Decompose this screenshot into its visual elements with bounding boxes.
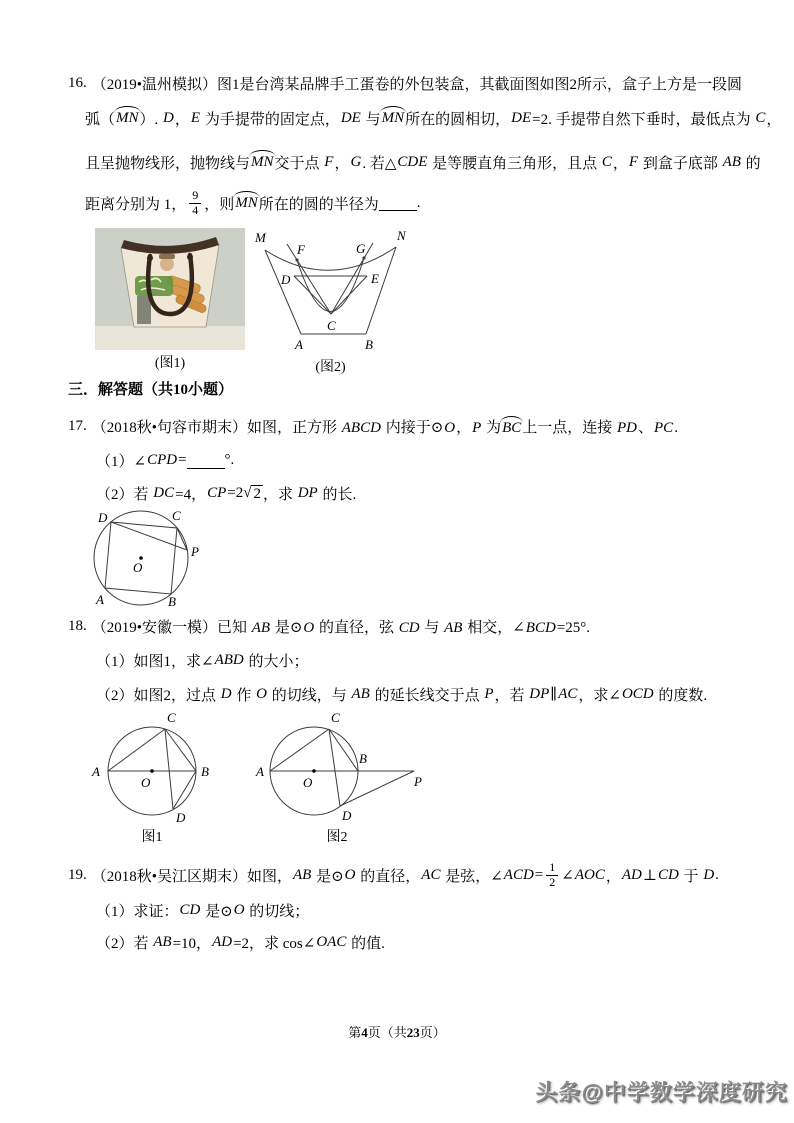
circle-diagram-1	[82, 708, 222, 826]
cross-section-diagram	[253, 228, 408, 354]
fig-label-N: N	[397, 228, 406, 243]
q16-figure-2-diagram	[253, 228, 408, 359]
eggroll-box-photo	[95, 228, 245, 350]
q17-figure	[86, 506, 221, 621]
question-17-number: 17.	[68, 418, 87, 434]
inscribed-square-diagram	[86, 506, 221, 616]
question-18-sub-1: （1）如图1，求∠ ABD 的大小；	[96, 652, 309, 670]
question-17-sub-1: （1）∠ CPD = °.	[96, 452, 235, 470]
q18-figure-2-caption: 图2	[326, 830, 348, 845]
question-18-line-1: 18. （2019•安徽一模）已知 AB 是⊙O 的直径，弦 CD 与 AB 相交，∠BCD=25°.	[68, 618, 591, 636]
fig-label-C: C	[172, 508, 181, 523]
q16-figure-2-caption: (图2)	[315, 360, 346, 375]
fig-label-C: C	[331, 710, 340, 725]
q18-figure-1	[82, 708, 222, 831]
fig-label-M: M	[255, 230, 266, 245]
fig-label-F: F	[297, 242, 305, 257]
question-19-line-1: 19. （2018秋•吴江区期末）如图， AB 是⊙ O 的直径， AC 是弦，∠ ACD = $\frac{1}{2}$ ∠ AOC ， AD ⊥ CD 于 D .	[68, 859, 719, 889]
fig-label-C: C	[327, 318, 336, 333]
question-16-line-1: 16. （2019•温州模拟）图1是台湾某品牌手工蛋卷的外包装盒，其截面图如图2所示，盒子上方是一段圆	[68, 75, 743, 93]
question-16-line-2: 弧（ MN ）. D ， E 为手提带的固定点， DE 与 MN 所在的圆相切， DE =2. 手提带自然下垂时，最低点为 C ，	[85, 110, 782, 128]
fig-label-A: A	[96, 592, 104, 607]
page-number-footer: 第4页（共23页）	[348, 1025, 446, 1040]
question-19-sub-2: （2）若 AB =10， AD =2，求 cos∠ OAC 的值.	[96, 934, 385, 952]
question-17-line-1: 17. （2018秋•句容市期末）如图，正方形 ABCD 内接于⊙O，P 为BC上一点，连接 PD、PC.	[68, 418, 678, 436]
fig-label-B: B	[168, 594, 176, 609]
question-18-number: 18.	[68, 618, 87, 634]
fig-label-P: P	[414, 774, 422, 789]
question-19-sub-1: （1）求证： CD 是⊙ O 的切线；	[96, 902, 310, 920]
fig-label-D: D	[98, 510, 108, 525]
fig-label-O: O	[303, 775, 313, 790]
fig-label-B: B	[359, 751, 367, 766]
q18-figure-2	[252, 708, 422, 831]
fig-label-A: A	[295, 337, 303, 352]
fig-label-O: O	[141, 775, 151, 790]
fig-label-B: B	[201, 764, 209, 779]
question-16-line-3: 且呈抛物线形，抛物线与 MN 交于点 F ， G . 若△ CDE 是等腰直角三角形，且点 C ， F 到盒子底部 AB 的	[85, 154, 761, 172]
question-19-number: 19.	[68, 866, 87, 883]
fig-label-P: P	[191, 544, 199, 559]
fig-label-D: D	[342, 808, 352, 823]
question-16-line-4: 距离分别为 1， $\frac{9}{4}$ ，则 MN 所在的圆的半径为 .	[85, 187, 421, 217]
watermark-text: 头条@中学数学深度研究	[535, 1080, 788, 1105]
fig-label-A: A	[92, 764, 100, 779]
fig-label-D: D	[281, 272, 291, 287]
q16-figure-1-photo	[95, 228, 245, 355]
fig-label-B: B	[365, 337, 373, 352]
question-18-sub-2: （2）如图2，过点 D 作 O 的切线，与 AB 的延长线交于点 P ，若 DP ∥ AC ，求∠ OCD 的度数.	[96, 686, 708, 704]
question-16-number: 16.	[68, 75, 87, 91]
fig-label-G: G	[356, 241, 366, 256]
fig-label-A: A	[256, 764, 264, 779]
question-17-sub-2: （2）若 DC =4， CP =2 √ 2 ，求 DP 的长.	[96, 484, 357, 503]
fig-label-O: O	[133, 560, 143, 575]
q18-figure-1-caption: 图1	[141, 830, 163, 845]
circle-diagram-2	[252, 708, 422, 826]
fig-label-D: D	[176, 810, 186, 825]
fig-label-C: C	[167, 710, 176, 725]
section-3-title: 三．解答题（共10小题）	[68, 382, 234, 398]
q16-figure-1-caption: (图1)	[154, 356, 186, 371]
fig-label-E: E	[371, 271, 379, 286]
